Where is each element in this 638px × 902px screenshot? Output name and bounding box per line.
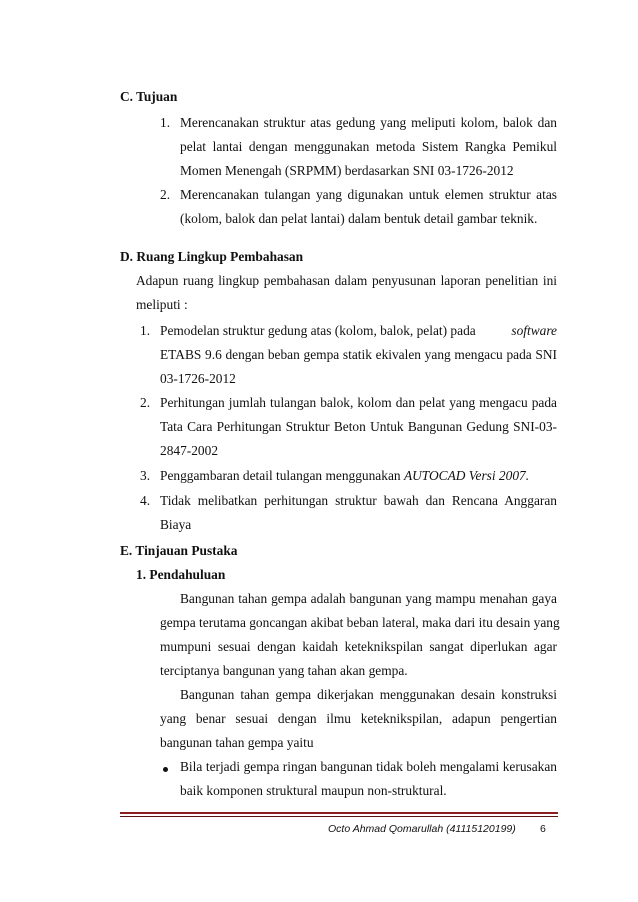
d-item2-line2: Tata Cara Perhitungan Struktur Beton Untuk Bangunan Gedung SNI-03- [160, 419, 557, 434]
d-item4-line1: Tidak melibatkan perhitungan struktur bawah dan Rencana Anggaran [160, 493, 557, 508]
d-item2-line3: 2847-2002 [160, 443, 219, 458]
d-intro-line1: Adapun ruang lingkup pembahasan dalam penyusunan laporan penelitian ini [136, 273, 557, 288]
section-d-heading: D. Ruang Lingkup Pembahasan [120, 249, 304, 264]
d-item3-text: Penggambaran detail tulangan menggunakan [160, 468, 401, 483]
d-item1-number: 1. [140, 323, 151, 338]
c-item2-number: 2. [160, 187, 171, 202]
e-para1-line1: Bangunan tahan gempa adalah bangunan yang mampu menahan gaya [180, 591, 557, 606]
c-item1-line2: pelat lantai dengan menggunakan metoda Sistem Rangka Pemikul [180, 139, 557, 154]
d-item1-software: software [511, 323, 557, 338]
e-para1-line3: mumpuni sesuai dengan kaidah keteknikspilan sangat diperlukan agar [160, 639, 557, 654]
e-para1-line4: terciptanya bangunan yang tahan akan gempa. [160, 663, 408, 678]
e-bullet-line1: Bila terjadi gempa ringan bangunan tidak boleh mengalami kerusakan [180, 759, 557, 774]
c-item1-number: 1. [160, 115, 171, 130]
d-item1-line1 [160, 322, 557, 340]
d-intro-line2: meliputi : [136, 297, 188, 312]
d-item3-number: 3. [140, 468, 151, 483]
c-item1-line3: Momen Menengah (SRPMM) berdasarkan SNI 03-1726-2012 [180, 163, 514, 178]
section-c-heading: C. Tujuan [120, 89, 178, 104]
c-item1-line1: Merencanakan struktur atas gedung yang meliputi kolom, balok dan [180, 115, 557, 130]
footer-author: Octo Ahmad Qomarullah (41115120199) [328, 823, 516, 835]
footer-page-number: 6 [540, 823, 546, 835]
c-item2-line2: (kolom, balok dan pelat lantai) dalam bentuk detail gambar teknik. [180, 211, 538, 226]
section-e-heading: E. Tinjauan Pustaka [120, 543, 238, 558]
d-item1-line3: 03-1726-2012 [160, 371, 236, 386]
footer-rule-dark [120, 816, 558, 817]
e-subheading-pendahuluan: 1. Pendahuluan [136, 567, 226, 582]
bullet-icon [163, 767, 168, 772]
d-item3-autocad: AUTOCAD Versi 2007. [403, 468, 530, 483]
d-item1-line2: ETABS 9.6 dengan beban gempa statik ekivalen yang mengacu pada SNI [160, 347, 557, 362]
d-item4-line2: Biaya [160, 517, 192, 532]
e-bullet-line2: baik komponen struktural maupun non-struktural. [180, 783, 447, 798]
e-para2-line2: yang benar sesuai dengan ilmu keteknikspilan, adapun pengertian [160, 711, 557, 726]
c-item2-line1: Merencanakan tulangan yang digunakan untuk elemen struktur atas [180, 187, 557, 202]
d-item3-line1 [160, 467, 529, 485]
e-para1-line2: gempa terutama goncangan akibat beban lateral, maka dari itu desain yang [160, 615, 560, 630]
footer-rule-red [120, 812, 558, 814]
d-item2-number: 2. [140, 395, 151, 410]
d-item1-line1-text: Pemodelan struktur gedung atas (kolom, balok, pelat) pada [160, 323, 476, 338]
e-para2-line3: bangunan tahan gempa yaitu [160, 735, 314, 750]
d-item4-number: 4. [140, 493, 151, 508]
d-item2-line1: Perhitungan jumlah tulangan balok, kolom dan pelat yang mengacu pada [160, 395, 557, 410]
e-para2-line1: Bangunan tahan gempa dikerjakan menggunakan desain konstruksi [180, 687, 557, 702]
